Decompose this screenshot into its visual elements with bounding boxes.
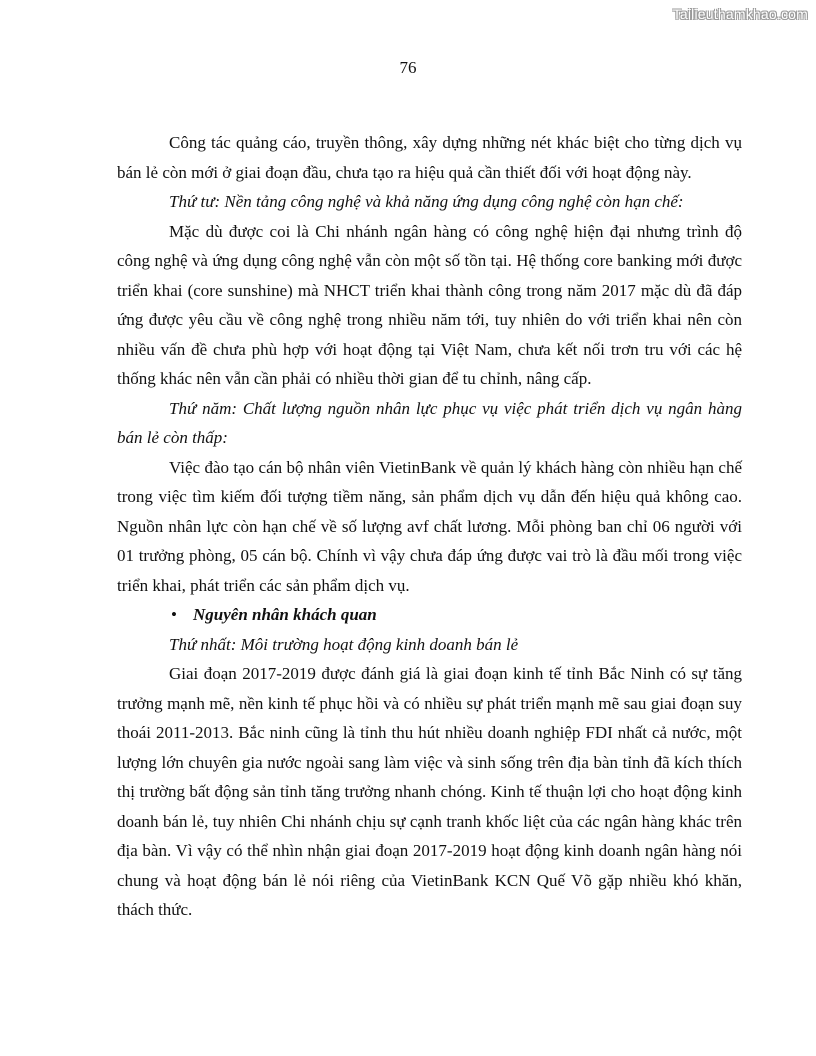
paragraph-advertising: Công tác quảng cáo, truyền thông, xây dựng những nét khác biệt cho từng dịch vụ bán lẻ còn mới ở giai đoạn đầu, chưa tạo ra hiệu quả cần thiết đối với hoạt động này. xyxy=(117,133,742,182)
bullet-icon: • xyxy=(171,605,177,624)
paragraph-technology: Mặc dù được coi là Chi nhánh ngân hàng có công nghệ hiện đại nhưng trình độ công nghệ và ứng dụng công nghệ vẫn còn một số tồn tại. Hệ thống core banking mới được triển khai (core sunshine) mà NHCT triển khai thành công trong năm 2017 mặc dù đã đáp ứng được yêu cầu về công nghệ trong nhiều năm tới, tuy nhiên do với triển khai nên còn nhiều vấn đề chưa phù hợp với hoạt động tại Việt Nam, chưa kết nối trơn tru với các hệ thống khác nên vẫn cần phải có nhiều thời gian để tu chỉnh, nâng cấp. xyxy=(117,221,742,388)
heading-first: Thứ nhất: Môi trường hoạt động kinh doanh bán lẻ xyxy=(169,634,519,654)
paragraph-human-resources: Việc đào tạo cán bộ nhân viên VietinBank về quản lý khách hàng còn nhiều hạn chế trong việc tìm kiếm đối tượng tiềm năng, sản phẩm dịch vụ dẫn đến hiệu quả không cao. Nguồn nhân lực còn hạn chế về số lượng avf chất lương. Mỗi phòng ban chỉ 06 người với 01 trưởng phòng, 05 cán bộ. Chính vì vậy chưa đáp ứng được vai trò là đầu mối trong việc triển khai, phát triển các sản phẩm dịch vụ. xyxy=(117,457,742,595)
paragraph-business-environment: Giai đoạn 2017-2019 được đánh giá là giai đoạn kinh tế tỉnh Bắc Ninh có sự tăng trưởng mạnh mẽ, nền kinh tế phục hồi và có nhiều sự phát triển mạnh mẽ sau giai đoạn suy thoái 2011-2013. Bắc ninh cũng là tỉnh thu hút nhiều doanh nghiệp FDI nhất cả nước, một lượng lớn chuyên gia nước ngoài sang làm việc và sinh sống trên địa bàn tỉnh đã kích thích thị trường bất động sản tỉnh tăng trưởng nhanh chóng. Kinh tế thuận lợi cho hoạt động kinh doanh bán lẻ, tuy nhiên Chi nhánh chịu sự cạnh tranh khốc liệt của các ngân hàng khác trên địa bàn. Vì vậy có thể nhìn nhận giai đoạn 2017-2019 hoạt động kinh doanh ngân hàng nói chung và hoạt động bán lẻ nói riêng của VietinBank KCN Quế Võ gặp nhiều khó khăn, thách thức. xyxy=(117,664,742,919)
heading-fourth: Thứ tư: Nền tảng công nghệ và khả năng ứng dụng công nghệ còn hạn chế: xyxy=(169,192,684,211)
bullet-heading-objective-causes xyxy=(117,600,742,630)
document-body xyxy=(117,128,742,925)
watermark: Tailieuthamkhao.com xyxy=(672,6,808,22)
bullet-heading-text: Nguyên nhân khách quan xyxy=(193,605,377,624)
heading-fifth: Thứ năm: Chất lượng nguồn nhân lực phục vụ việc phát triển dịch vụ ngân hàng bán lẻ còn thấp: xyxy=(117,398,742,447)
page-number: 76 xyxy=(399,58,417,77)
